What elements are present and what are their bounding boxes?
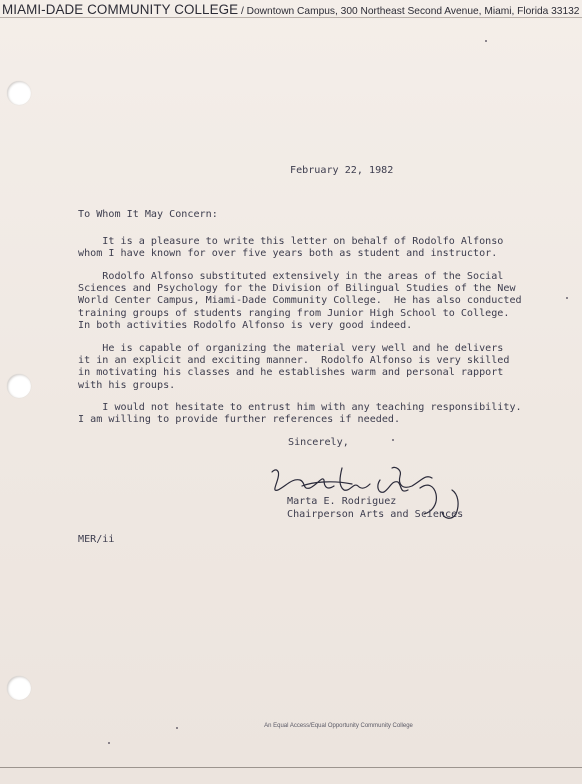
paper-speck — [392, 439, 394, 441]
paper-speck — [485, 40, 487, 42]
paper-speck — [176, 727, 178, 729]
footer-rule — [0, 767, 582, 768]
signer-name: Marta E. Rodriguez — [287, 496, 397, 507]
reference-initials: MER/ii — [78, 534, 115, 545]
paper-speck — [108, 742, 110, 744]
college-name: MIAMI-DADE COMMUNITY COLLEGE — [2, 2, 239, 17]
paper-speck — [566, 297, 568, 299]
punch-hole-middle — [7, 374, 31, 398]
letter-date: February 22, 1982 — [290, 165, 394, 176]
signer-title: Chairperson Arts and Sciences — [287, 509, 464, 520]
paragraph-1: It is a pleasure to write this letter on behalf of Rodolfo Alfonso whom I have known for over five years both as student and instructor. — [78, 236, 504, 260]
punch-hole-bottom — [7, 676, 31, 700]
footer-motto: An Equal Access/Equal Opportunity Community College — [264, 723, 413, 729]
letterhead-rule — [0, 17, 582, 18]
paragraph-2: Rodolfo Alfonso substituted extensively in the areas of the Social Sciences and Psychology for the Division of Bilingual Studies of the New World Center Campus, Miami-Dade Community College. He has also conducted training groups of students ranging from Junior High School to College. In both activities Rodolfo Alfonso is very good indeed. — [78, 271, 522, 331]
paragraph-4: I would not hesitate to entrust him with any teaching responsibility. I am willing to provide further references if needed. — [78, 402, 522, 426]
campus-address: / Downtown Campus, 300 Northeast Second Avenue, Miami, Florida 33132 — [238, 6, 580, 17]
paragraph-3: He is capable of organizing the material very well and he delivers it in an explicit and exciting manner. Rodolfo Alfonso is very skilled in motivating his classes and he establishes warm and personal rapport with his groups. — [78, 343, 510, 391]
closing: Sincerely, — [288, 437, 349, 448]
salutation: To Whom It May Concern: — [78, 209, 218, 220]
punch-hole-top — [7, 81, 31, 105]
